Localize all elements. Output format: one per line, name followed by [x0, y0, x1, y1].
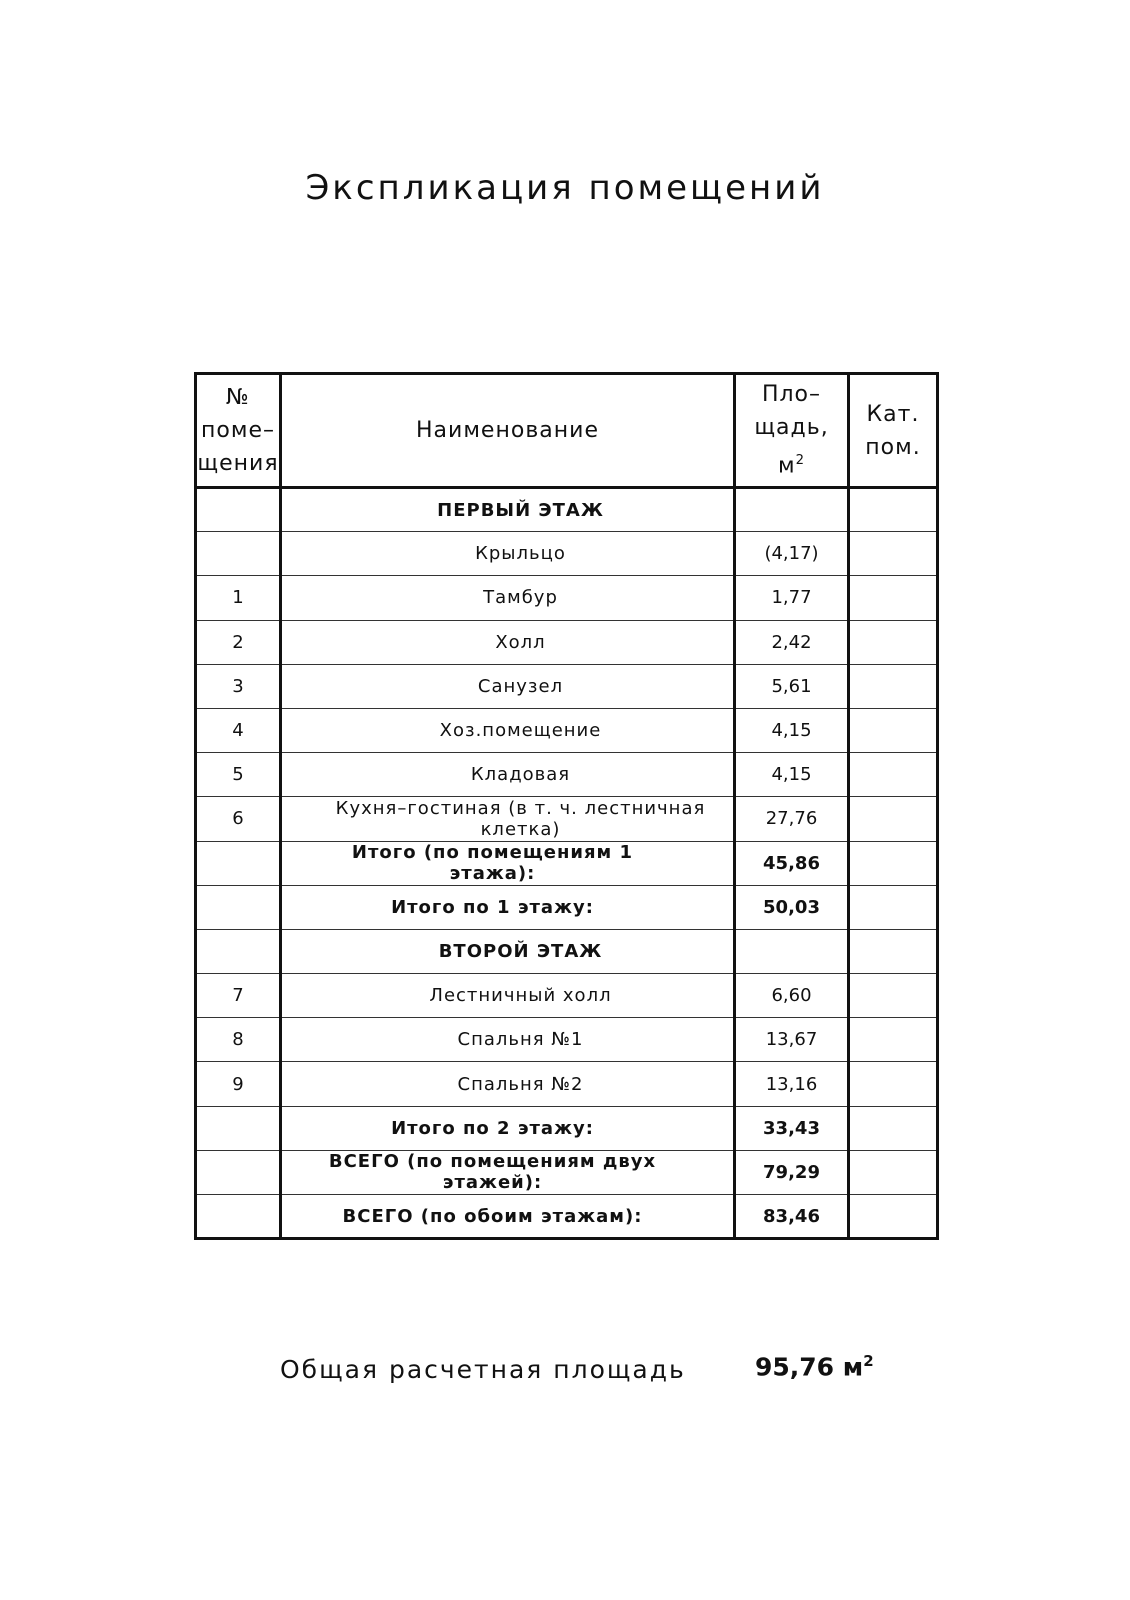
row-category	[849, 708, 938, 752]
row-category	[849, 797, 938, 841]
room-name: Кухня–гостиная (в т. ч. лестничная клетка)	[281, 797, 735, 841]
row-number	[196, 1150, 281, 1194]
row-category	[849, 576, 938, 620]
total-label: Итого по 1 этажу:	[281, 885, 735, 929]
table-row	[196, 753, 938, 797]
room-name: Хоз.помещение	[281, 708, 735, 752]
row-category	[849, 885, 938, 929]
total-label: ВСЕГО (по помещениям двух этажей):	[281, 1150, 735, 1194]
room-number: 5	[196, 753, 281, 797]
room-number: 2	[196, 620, 281, 664]
row-category	[849, 753, 938, 797]
row-category	[849, 488, 938, 532]
room-area: 1,77	[735, 576, 849, 620]
total-label: Итого по 2 этажу:	[281, 1106, 735, 1150]
row-category	[849, 1106, 938, 1150]
row-area	[735, 488, 849, 532]
total-label: Итого (по помещениям 1 этажа):	[281, 841, 735, 885]
room-number: 1	[196, 576, 281, 620]
room-number	[196, 532, 281, 576]
row-category	[849, 664, 938, 708]
row-category	[849, 1150, 938, 1194]
total-row	[196, 1106, 938, 1150]
room-area: 13,67	[735, 1018, 849, 1062]
total-row	[196, 1195, 938, 1239]
table-header-row	[196, 374, 938, 488]
total-area: 45,86	[735, 841, 849, 885]
table-row	[196, 1062, 938, 1106]
room-area: 6,60	[735, 974, 849, 1018]
room-name: Спальня №1	[281, 1018, 735, 1062]
room-area: (4,17)	[735, 532, 849, 576]
table-row	[196, 620, 938, 664]
total-row	[196, 841, 938, 885]
table-row	[196, 1018, 938, 1062]
row-category	[849, 1195, 938, 1239]
room-area: 27,76	[735, 797, 849, 841]
room-area: 4,15	[735, 708, 849, 752]
row-category	[849, 841, 938, 885]
row-number	[196, 929, 281, 973]
room-area: 5,61	[735, 664, 849, 708]
explication-table	[194, 372, 939, 1240]
row-number	[196, 1106, 281, 1150]
room-name: Тамбур	[281, 576, 735, 620]
floor-title: ВТОРОЙ ЭТАЖ	[281, 929, 735, 973]
header-room-number: № поме– щения	[196, 374, 281, 488]
table-row	[196, 576, 938, 620]
total-area: 50,03	[735, 885, 849, 929]
row-category	[849, 1018, 938, 1062]
room-name: Санузел	[281, 664, 735, 708]
room-name: Кладовая	[281, 753, 735, 797]
room-number: 8	[196, 1018, 281, 1062]
total-area: 79,29	[735, 1150, 849, 1194]
total-area: 83,46	[735, 1195, 849, 1239]
table-row	[196, 708, 938, 752]
floor-heading-row	[196, 929, 938, 973]
row-area	[735, 929, 849, 973]
room-area: 4,15	[735, 753, 849, 797]
total-row	[196, 885, 938, 929]
row-category	[849, 532, 938, 576]
row-category	[849, 1062, 938, 1106]
room-name: Спальня №2	[281, 1062, 735, 1106]
summary-value: 95,76 $м^2$	[755, 1352, 874, 1382]
room-number: 4	[196, 708, 281, 752]
table-row	[196, 797, 938, 841]
total-label: ВСЕГО (по обоим этажам):	[281, 1195, 735, 1239]
room-name: Лестничный холл	[281, 974, 735, 1018]
table-body	[196, 488, 938, 1239]
total-area: 33,43	[735, 1106, 849, 1150]
row-number	[196, 841, 281, 885]
page-title: Экспликация помещений	[305, 168, 825, 208]
total-row	[196, 1150, 938, 1194]
table-row	[196, 664, 938, 708]
row-category	[849, 620, 938, 664]
floor-title: ПЕРВЫЙ ЭТАЖ	[281, 488, 735, 532]
room-number: 3	[196, 664, 281, 708]
table-row	[196, 532, 938, 576]
summary-label: Общая расчетная площадь	[280, 1355, 686, 1384]
header-area: Пло– щадь, $м^2$	[735, 374, 849, 488]
room-number: 9	[196, 1062, 281, 1106]
row-number	[196, 885, 281, 929]
room-area: 2,42	[735, 620, 849, 664]
room-number: 7	[196, 974, 281, 1018]
room-name: Крыльцо	[281, 532, 735, 576]
header-name: Наименование	[281, 374, 735, 488]
row-category	[849, 929, 938, 973]
floor-heading-row	[196, 488, 938, 532]
room-name: Холл	[281, 620, 735, 664]
header-category: Кат. пом.	[849, 374, 938, 488]
table-row	[196, 974, 938, 1018]
room-number: 6	[196, 797, 281, 841]
row-number	[196, 1195, 281, 1239]
room-area: 13,16	[735, 1062, 849, 1106]
row-category	[849, 974, 938, 1018]
row-number	[196, 488, 281, 532]
